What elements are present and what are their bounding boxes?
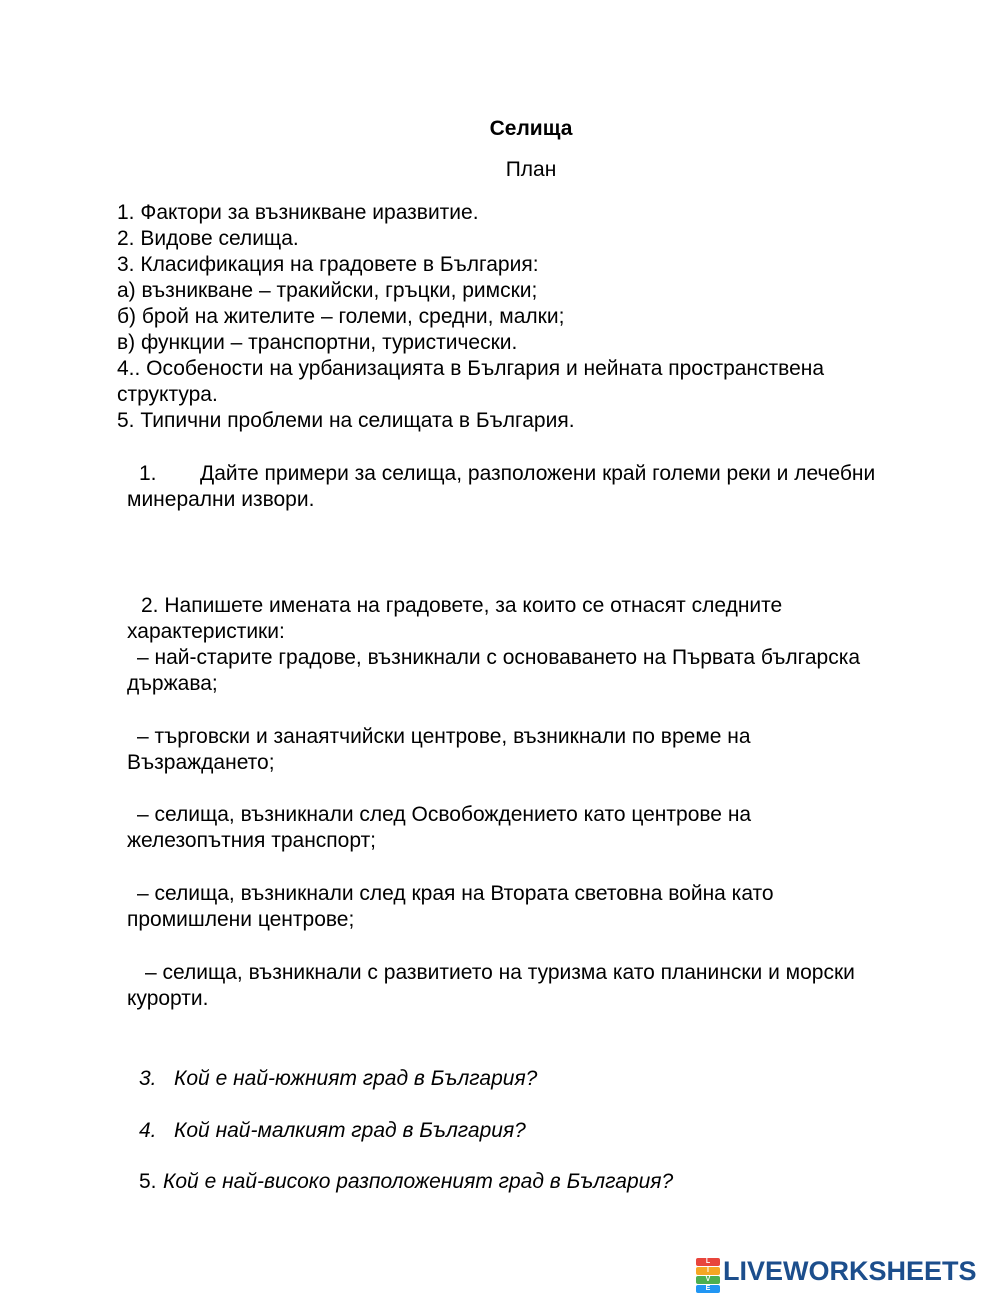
question-text: 2. Напишете имената на градовете, за които се отнасят следните xyxy=(141,594,783,617)
question-number: 3. xyxy=(139,1067,157,1090)
plan-item: 1. Фактори за възникване иразвитие. xyxy=(117,201,479,224)
question-number: 4. xyxy=(139,1119,157,1142)
characteristic-item: Възраждането; xyxy=(127,751,275,774)
logo-mark-icon: L I V E xyxy=(696,1258,720,1284)
plan-item: структура. xyxy=(117,383,218,406)
characteristic-item: – най-старите градове, възникнали с основаването на Първата българска xyxy=(137,646,861,669)
characteristic-item: курорти. xyxy=(127,987,209,1010)
characteristic-item: железопътния транспорт; xyxy=(127,829,377,852)
liveworksheets-logo xyxy=(696,1255,977,1292)
characteristic-item: – селища, възникнали след края на Втората световна война като xyxy=(137,882,774,905)
characteristic-item: – търговски и занаятчийски центрове, възникнали по време на xyxy=(137,725,751,748)
question-text: Дайте примери за селища, разположени край големи реки и лечебни xyxy=(200,462,876,485)
plan-item: б) брой на жителите – големи, средни, малки; xyxy=(117,305,565,328)
question-text: характеристики: xyxy=(127,620,285,643)
logo-text: LIVEWORKSHEETS xyxy=(723,1255,977,1286)
question-text: Кой най-малкият град в България? xyxy=(174,1119,526,1142)
plan-item: 3. Класификация на градовете в България: xyxy=(117,253,539,276)
characteristic-item: – селища, възникнали с развитието на туризма като планински и морски xyxy=(145,961,855,984)
page-title: Селища xyxy=(489,117,573,140)
question-number: 1. xyxy=(139,462,157,485)
plan-item: 4.. Особености на урбанизацията в България и нейната пространствена xyxy=(117,357,825,380)
plan-item: а) възникване – тракийски, гръцки, римски; xyxy=(117,279,538,302)
page-subtitle: План xyxy=(505,158,557,181)
question-text: минерални извори. xyxy=(127,488,315,511)
characteristic-item: промишлени центрове; xyxy=(127,908,355,931)
characteristic-item: – селища, възникнали след Освобождението като центрове на xyxy=(137,803,752,826)
plan-item: 5. Типични проблеми на селищата в България. xyxy=(117,409,575,432)
plan-item: в) функции – транспортни, туристически. xyxy=(117,331,518,354)
question-text: Кой е най-южният град в България? xyxy=(174,1067,538,1090)
characteristic-item: държава; xyxy=(127,672,218,695)
question-number: 5. xyxy=(139,1170,157,1193)
question-text: Кой е най-високо разположеният град в България? xyxy=(163,1170,674,1193)
plan-item: 2. Видове селища. xyxy=(117,227,299,250)
